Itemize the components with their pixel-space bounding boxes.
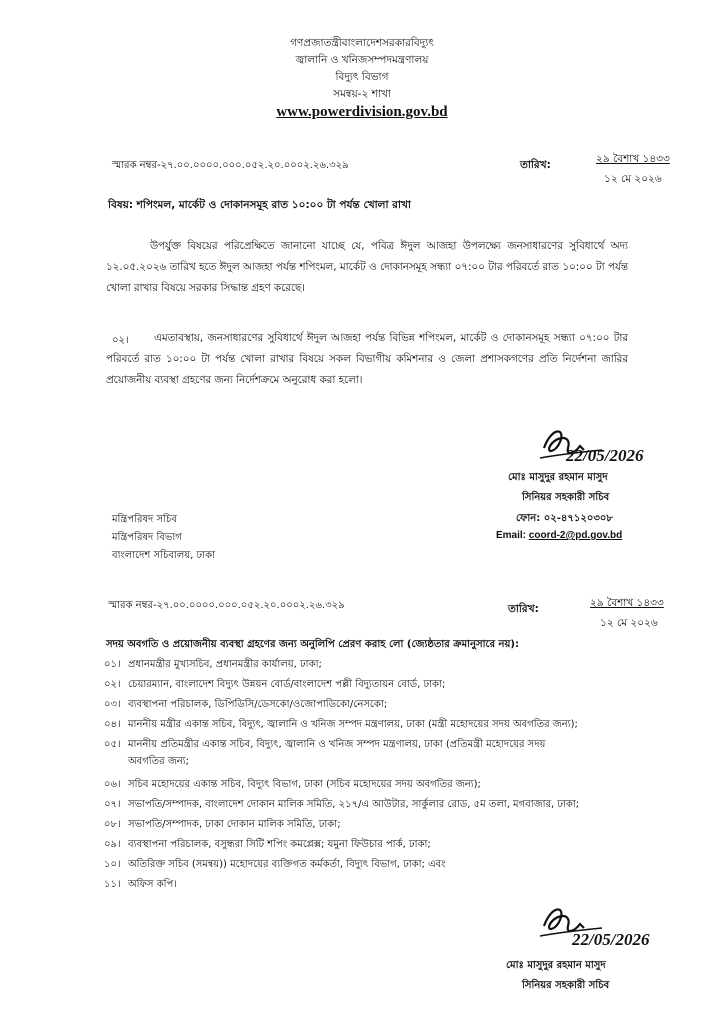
memo-reference-copy: স্মারক নম্বর-২৭.০০.০০০০.০০০.০৫২.২০.০০০২.২৬.৩২৯ [108, 600, 345, 611]
recipient-line2: মন্ত্রিপরিষদ বিভাগ [112, 532, 182, 543]
email-label: Email: [496, 530, 527, 541]
date-gregorian-copy: ১২ মে ২০২৬ [600, 617, 658, 629]
date-label-copy: তারিখ: [508, 603, 539, 615]
recipient-line1: মন্ত্রিপরিষদ সচিব [112, 514, 177, 525]
ministry-line2: জ্বালানি ও খনিজসম্পদমন্ত্রণালয় [295, 54, 429, 66]
signature-2-date: 22/05/2026 [572, 930, 650, 949]
memo-reference: স্মারক নম্বর-২৭.০০.০০০০.০০০.০৫২.২০.০০০২.২৬.৩২৯ [112, 160, 349, 171]
email-link[interactable]: coord-2@pd.gov.bd [528, 530, 623, 541]
branch-name: সমন্বয়-২ শাখা [333, 88, 391, 100]
signatory-1-name: মোঃ মাসুদুর রহমান মাসুদ [508, 472, 608, 483]
recipient-line3: বাংলাদেশ সচিবালয়, ঢাকা [112, 550, 215, 561]
date-label: তারিখ: [520, 159, 551, 171]
ministry-line1: গণপ্রজাতন্ত্রীবাংলাদেশসরকারবিদ্যুৎ [290, 37, 434, 49]
signatory-2-title: সিনিয়র সহকারী সচিব [522, 980, 610, 991]
paragraph-2: এমতাবস্থায়, জনসাধারণের সুবিধার্থে ঈদুল আজহা পর্যন্ত বিভিন্ন শপিংমল, মার্কেট ও দোকানসমূহ সন্ধ্যা ০৭:০০ টার পরিবর্তে রাত ১০:০০ টা পর্যন্ত খোলা রাখার বিষয়ে সকল বিভাগীয় কমিশনার ও জেলা প্রশাসকগণের প্রতি নির্দেশনা জারির প্রয়োজনীয় ব্যবস্থা গ্রহণের জন্য নির্দেশক্রমে অনুরোধ করা হলো। [106, 332, 628, 386]
paragraph-2-number: ০২। [112, 335, 129, 346]
subject-line: বিষয়: শপিংমল, মার্কেট ও দোকানসমূহ রাত ১০:০০ টা পর্যন্ত খোলা রাখা [108, 199, 411, 211]
date-bangla-copy: ২৯ বৈশাখ ১৪৩৩ [590, 597, 664, 609]
date-gregorian: ১২ মে ২০২৬ [604, 173, 662, 185]
paragraph-1: উপর্যুক্ত বিষয়ের পরিপ্রেক্ষিতে জানানো যাচ্ছে যে, পবিত্র ঈদুল আজহা উপলক্ষ্যে জনসাধারণের সুবিধার্থে অদ্য ১২.০৫.২০২৬ তারিখ হতে ঈদুল আজহা পর্যন্ত শপিংমল, মার্কেট ও দোকানসমূহ সন্ধ্যা ০৭:০০ টার পরিবর্তে রাত ১০:০০ টা পর্যন্ত খোলা রাখার বিষয়ে সরকার সিদ্ধান্ত গ্রহণ করেছে। [106, 240, 628, 294]
copy-heading: সদয় অবগতি ও প্রয়োজনীয় ব্যবস্থা গ্রহণের জন্য অনুলিপি প্রেরণ করাহ লো (জ্যেষ্ঠতার ক্রমানুসারে নয়): [106, 639, 519, 650]
signatory-1-title: সিনিয়র সহকারী সচিব [522, 492, 610, 503]
signature-1-date: 22/05/2026 [566, 446, 644, 465]
signatory-1-phone: ফোন: ০২-৪৭১২০৩০৮ [516, 513, 613, 524]
signatory-2-name: মোঃ মাসুদুর রহমান মাসুদ [506, 960, 606, 971]
division-name: বিদ্যুৎ বিভাগ [335, 71, 389, 83]
date-bangla: ২৯ বৈশাখ ১৪৩৩ [596, 153, 670, 165]
website-link[interactable]: www.powerdivision.gov.bd [276, 104, 448, 120]
